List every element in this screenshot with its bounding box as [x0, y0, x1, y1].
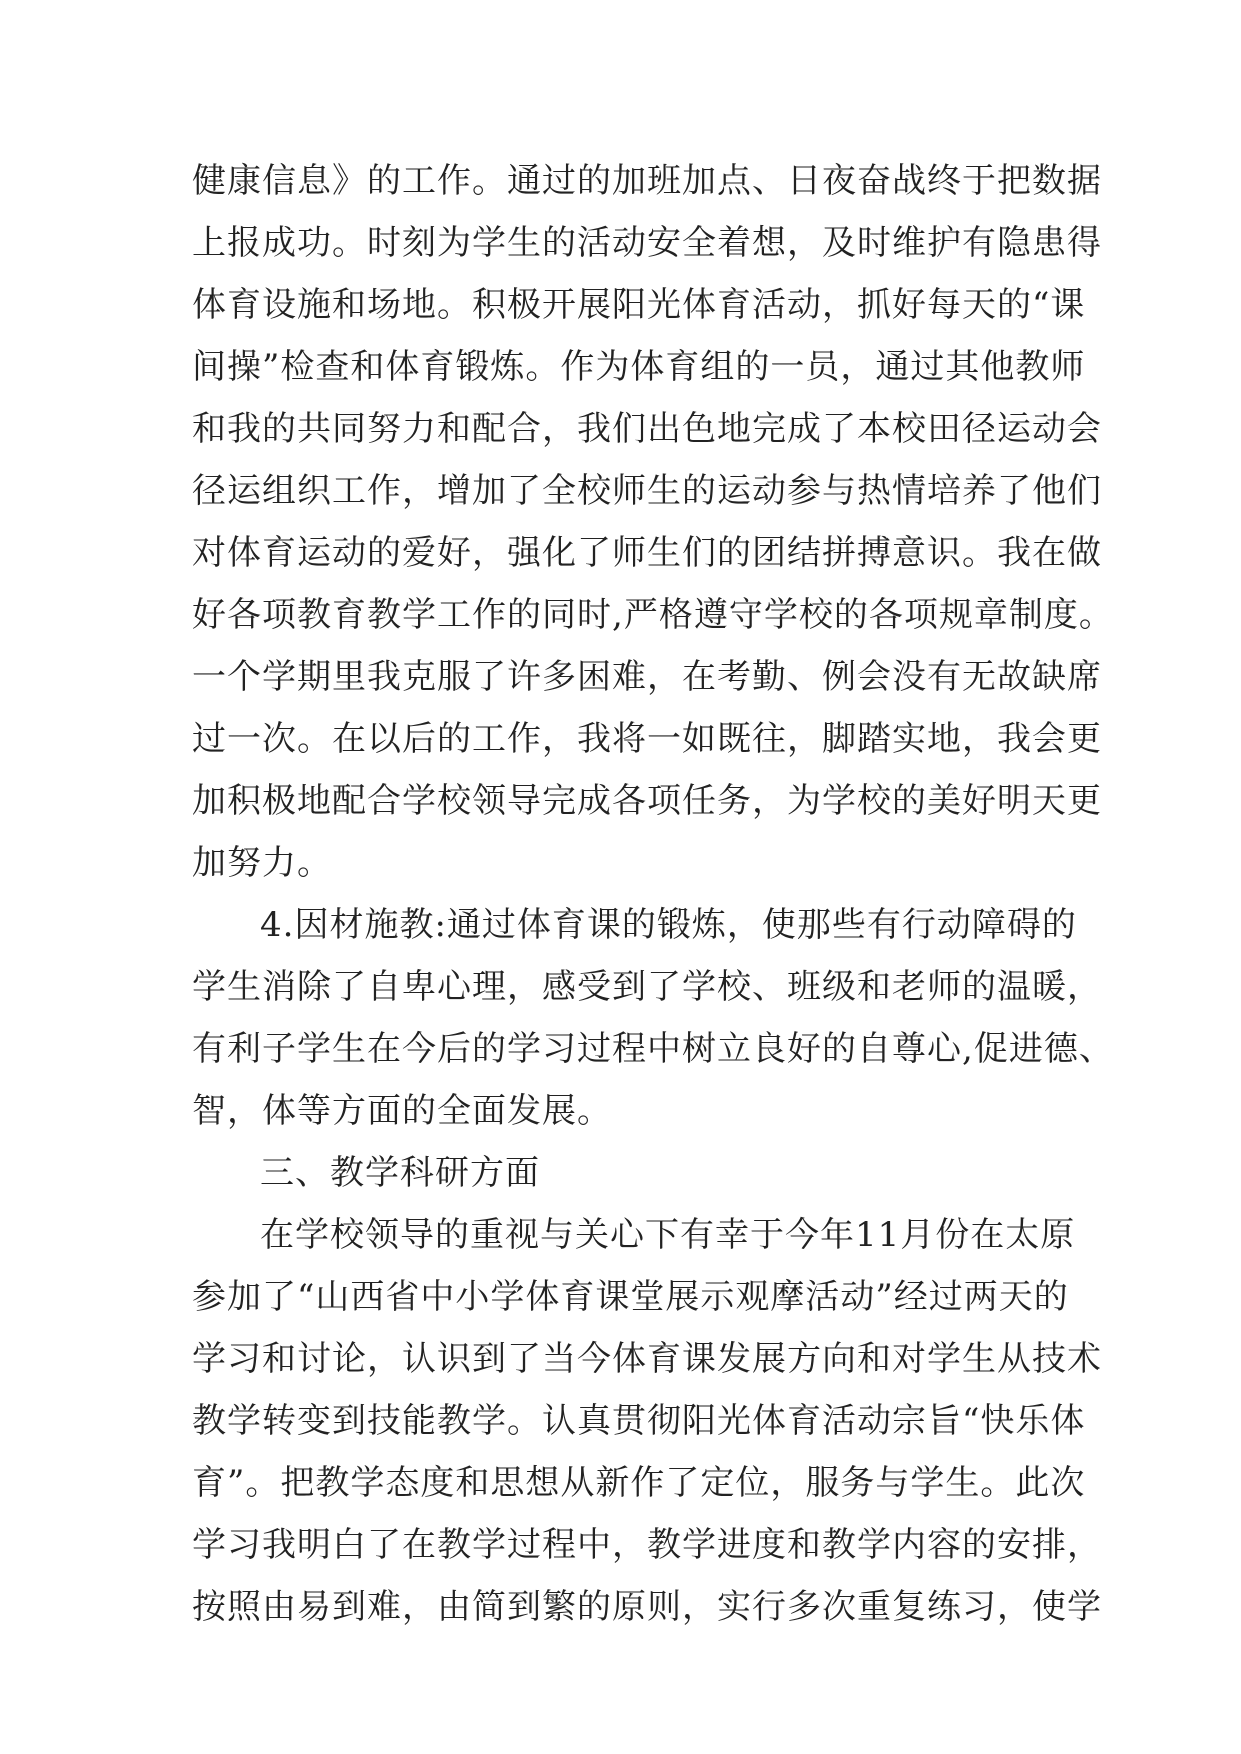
text-line: 加 积 极 地 配 合 学 校 领 导 完 成 各 项 任 务 ， 为 学 校 的 美 好 明 天 更	[192, 781, 1102, 821]
text-line: 间 操 ” 检 查 和 体 育 锻 炼 。 作 为 体 育 组 的 一 员 ， 通 过 其 他 教 师	[192, 347, 1086, 387]
text-line: 和 我 的 共 同 努 力 和 配 合 ， 我 们 出 色 地 完 成 了 本 校 田 径 运 动 会	[192, 409, 1102, 449]
text-line: 在 学 校 领 导 的 重 视 与 关 心 下 有 幸 于 今 年 11 月 份 在 太 原	[260, 1215, 1076, 1255]
text-line: 智，体等方面的全面发展。	[192, 1091, 612, 1131]
text-line: 上 报 成 功 。 时 刻 为 学 生 的 活 动 安 全 着 想 ， 及 时 维 护 有 隐 患 得	[192, 223, 1102, 263]
text-line: 育 ” 。 把 教 学 态 度 和 思 想 从 新 作 了 定 位 ， 服 务 与 学 生 。 此 次	[192, 1463, 1086, 1503]
text-line: 教 学 转 变 到 技 能 教 学 。 认 真 贯 彻 阳 光 体 育 活 动 宗 旨 “ 快 乐 体	[192, 1401, 1086, 1441]
text-line: 过 一 次 。 在 以 后 的 工 作 ， 我 将 一 如 既 往 ， 脚 踏 实 地 ， 我 会 更	[192, 719, 1102, 759]
text-line: 对 体 育 运 动 的 爱 好 ， 强 化 了 师 生 们 的 团 结 拼 搏 意 识 。 我 在 做	[192, 533, 1102, 573]
text-line: 4 . 因 材 施 教 : 通 过 体 育 课 的 锻 炼 ， 使 那 些 有 行 动 障 碍 的	[260, 905, 1077, 945]
text-line: 体 育 设 施 和 场 地 。 积 极 开 展 阳 光 体 育 活 动 ， 抓 好 每 天 的 “ 课	[192, 285, 1086, 325]
body-text	[192, 150, 1114, 1638]
text-line: 加努力。	[192, 843, 332, 883]
text-line: 健 康 信 息 》 的 工 作 。 通 过 的 加 班 加 点 、 日 夜 奋 战 终 于 把 数 据	[192, 161, 1102, 201]
text-line: 一 个 学 期 里 我 克 服 了 许 多 困 难 ， 在 考 勤 、 例 会 没 有 无 故 缺 席	[192, 657, 1102, 697]
text-line: 好 各 项 教 育 教 学 工 作 的 同 时 , 严 格 遵 守 学 校 的 各 项 规 章 制 度 。	[192, 595, 1114, 635]
text-line: 径 运 组 织 工 作 ， 增 加 了 全 校 师 生 的 运 动 参 与 热 情 培 养 了 他 们	[192, 471, 1102, 511]
text-line: 参 加 了 “ 山 西 省 中 小 学 体 育 课 堂 展 示 观 摩 活 动 ” 经 过 两 天 的	[192, 1277, 1069, 1317]
text-line: 有 利 子 学 生 在 今 后 的 学 习 过 程 中 树 立 良 好 的 自 尊 心 , 促 进 德 、	[192, 1029, 1114, 1069]
text-line: 学 习 我 明 白 了 在 教 学 过 程 中 ， 教 学 进 度 和 教 学 内 容 的 安 排 ，	[192, 1525, 1102, 1565]
text-line: 学 习 和 讨 论 ， 认 识 到 了 当 今 体 育 课 发 展 方 向 和 对 学 生 从 技 术	[192, 1339, 1102, 1379]
text-line: 学 生 消 除 了 自 卑 心 理 ， 感 受 到 了 学 校 、 班 级 和 老 师 的 温 暖 ，	[192, 967, 1102, 1007]
text-line: 按 照 由 易 到 难 ， 由 简 到 繁 的 原 则 ， 实 行 多 次 重 复 练 习 ， 使 学	[192, 1587, 1102, 1627]
section-heading: 三、教学科研方面	[260, 1153, 540, 1193]
